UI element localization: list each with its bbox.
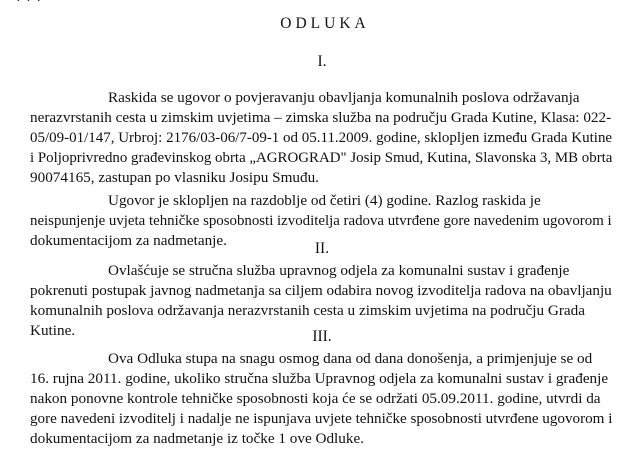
text-line: Raskida se ugovor o povjeravanju obavljanja komunalnih poslova održavanja xyxy=(108,89,580,106)
text-line: Ugovor je sklopljen na razdoblje od četiri (4) godine. Razlog raskida je xyxy=(108,192,541,209)
text-line: Ovlašćuje se stručna služba upravnog odjela za komunalni sustav i građenje xyxy=(108,262,570,279)
text-line: Ova Odluka stupa na snagu osmog dana od dana donošenja, a primjenjuje se od xyxy=(108,350,593,367)
text-line: 16. rujna 2011. godine, ukoliko stručna služba Upravnog odjela za komunalni sustav i građenje xyxy=(30,370,609,387)
text-line: pokrenuti postupak javnog nadmetanja sa ciljem odabira novog izvoditelja radova na obavljanju xyxy=(30,283,612,299)
text-line: dokumentacijom za nadmetanje. xyxy=(30,232,227,249)
top-edge-text: · · · xyxy=(16,0,42,9)
text-line: i Poljoprivredno građevinskog obrta „AGROGRAD" Josip Smud, Kutina, Slavonska 3, MB obrta xyxy=(30,150,613,166)
text-line: nerazvrstanih cesta u zimskim uvjetima – zimska služba na području Grada Kutine, Klasa: 022- xyxy=(30,109,612,126)
section-numeral-ii: II. xyxy=(314,240,330,257)
text-line: komunalnih poslova održavanja nerazvrstanih cesta u zimskim uvjetima na području Grada xyxy=(30,302,586,319)
text-line: 90074165, zastupan po vlasniku Josipu Smuđu. xyxy=(30,169,319,186)
paragraph-section-iii xyxy=(30,349,612,449)
paragraph-section-i-1 xyxy=(30,88,612,188)
section-numeral-i: I. xyxy=(317,53,327,70)
document-title: ODLUKA xyxy=(280,15,370,32)
text-line: gore navedeni izvoditelj i nadalje ne ispunjava uvjete tehničke sposobnosti utvrđene ugovorom i xyxy=(30,411,613,427)
text-line: dokumentacijom za nadmetanje iz točke 1 ove Odluke. xyxy=(30,430,365,447)
text-line: nakon ponovne kontrole tehničke sposobnosti koja će se održati 05.09.2011. godine, utvrdi da xyxy=(30,390,601,407)
text-line: neispunjenje uvjeta tehničke sposobnosti izvoditelja radova utvrđene gore navedenim ugovorom i xyxy=(30,213,612,229)
text-line: 05/09-01/147, Urbroj: 2176/03-06/7-09-1 od 05.11.2009. godine, sklopljen između Grada Kutine xyxy=(30,130,613,146)
text-line: Kutine. xyxy=(30,322,76,339)
section-numeral-iii: III. xyxy=(312,328,332,345)
